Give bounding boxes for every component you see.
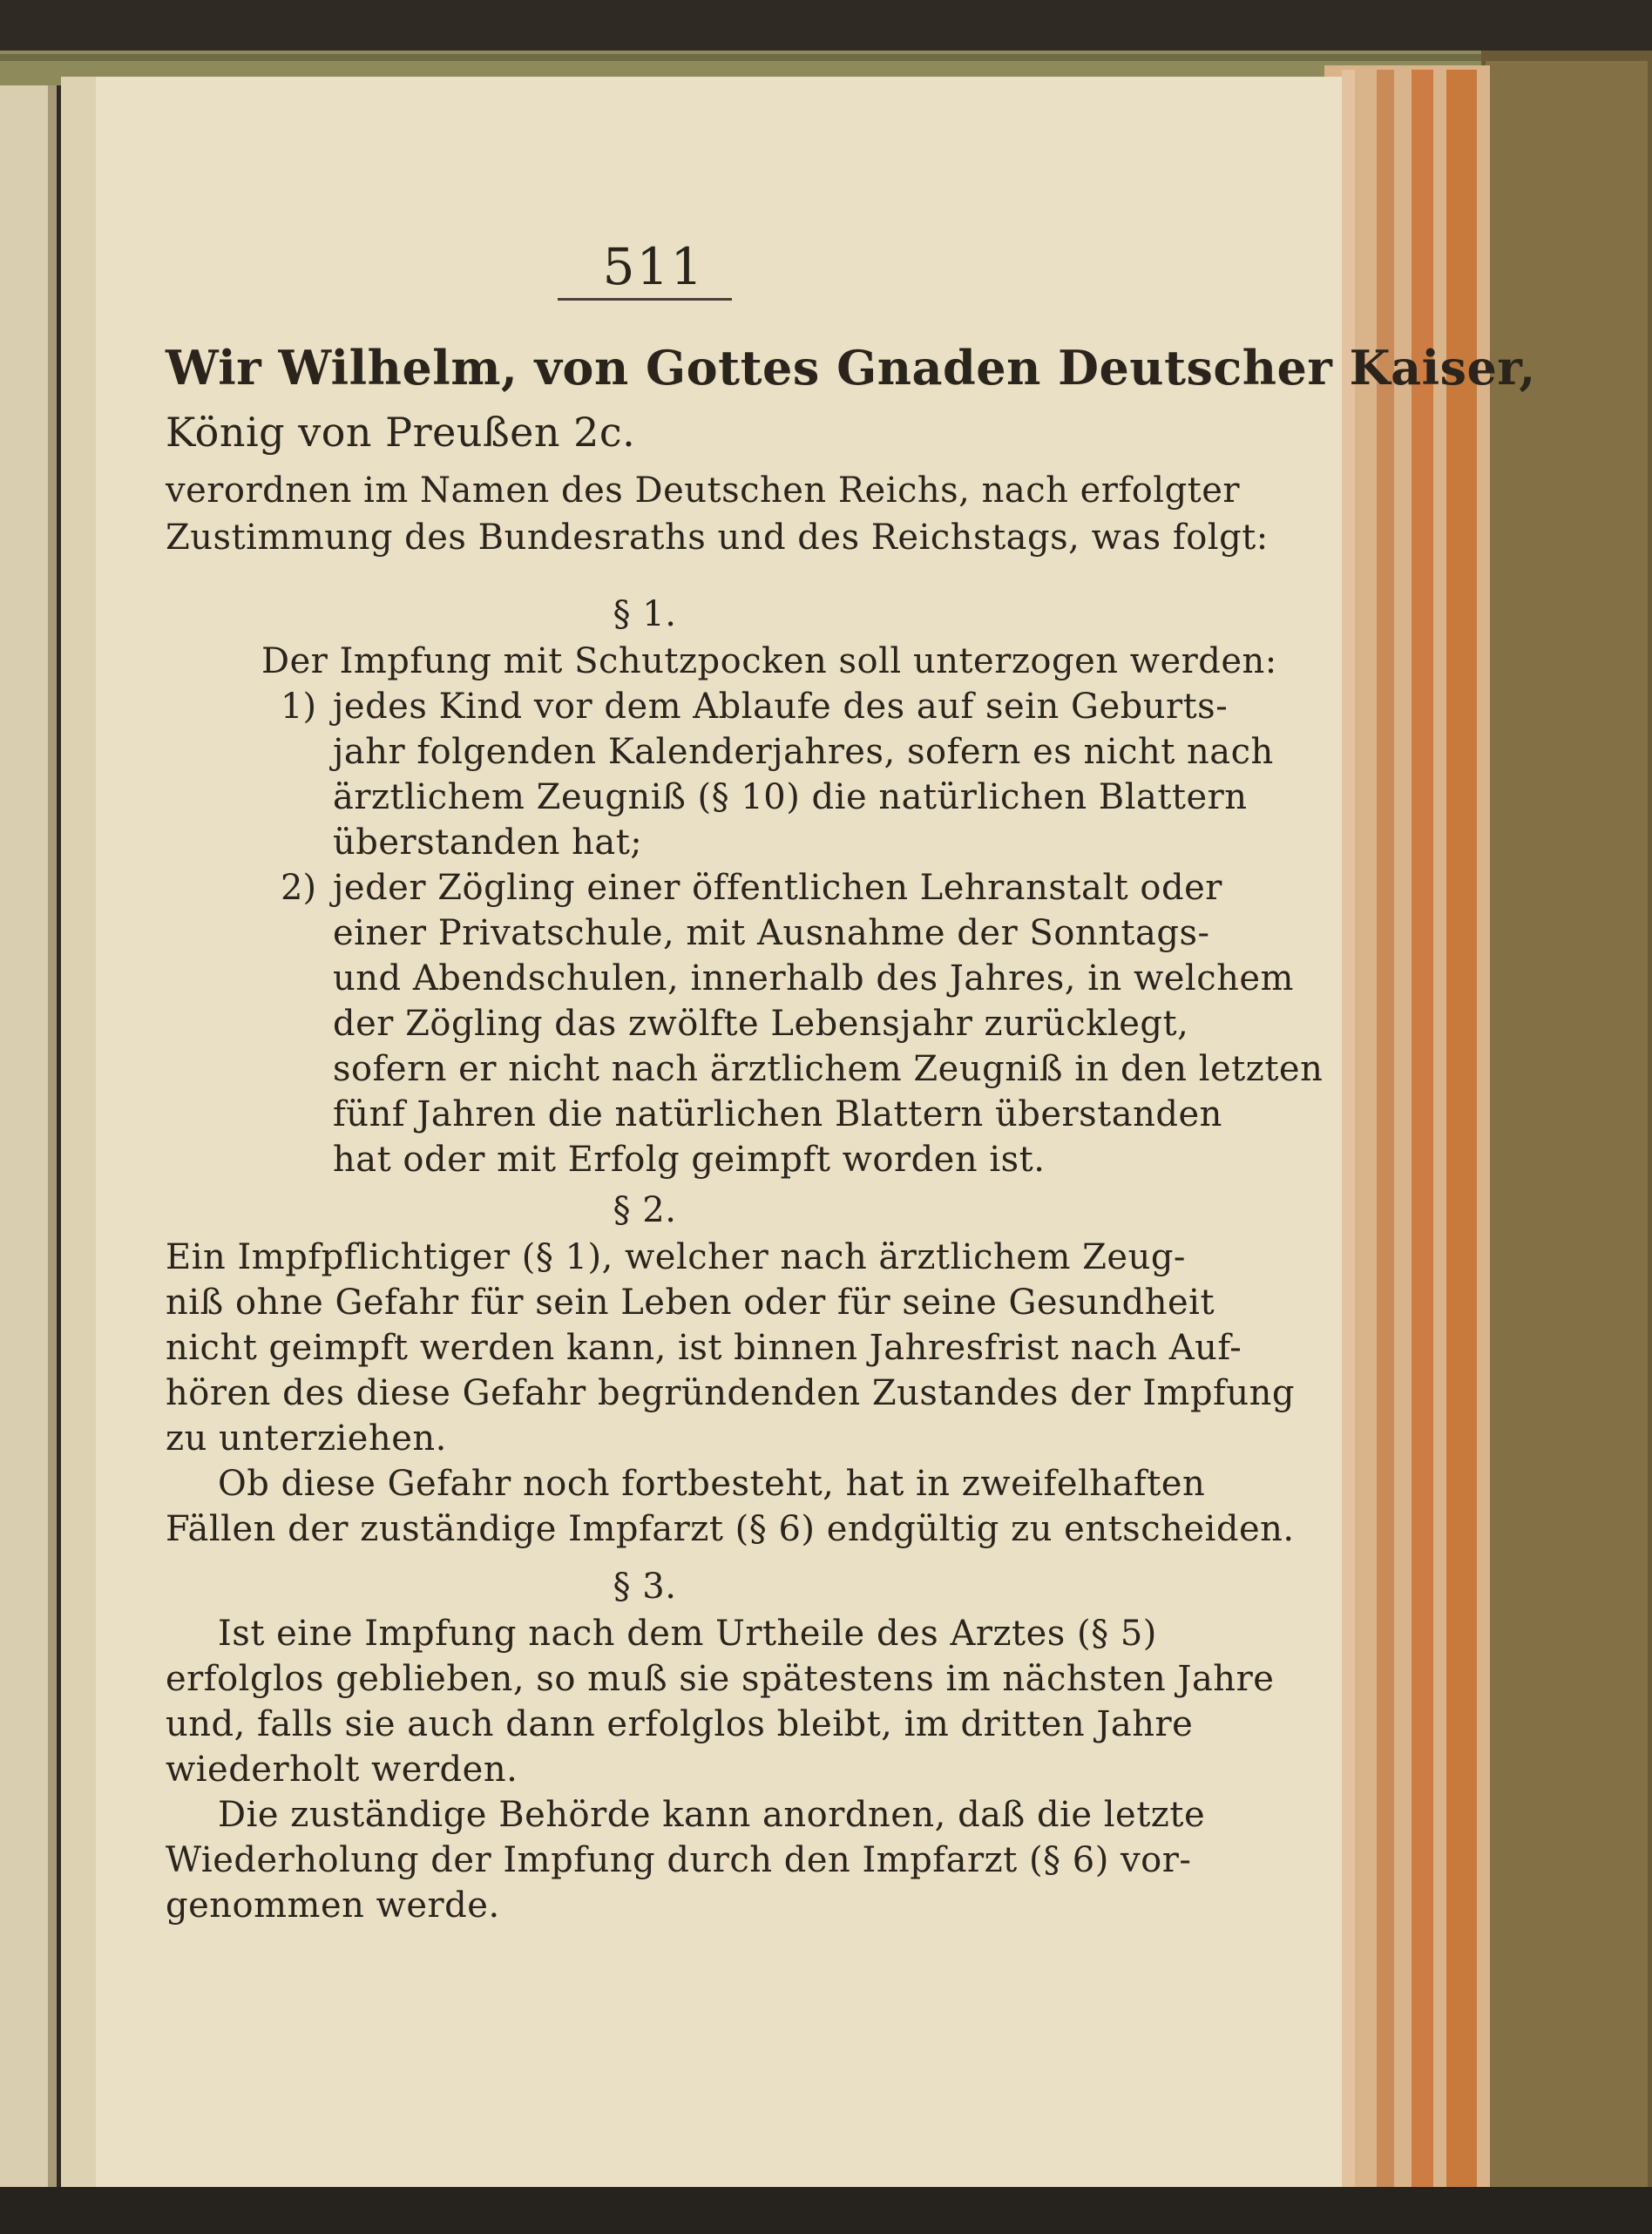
section-2-para-1-line-4: hören des diese Gefahr begründenden Zustandes der Impfung: [166, 1373, 1295, 1413]
item-2-line-7: hat oder mit Erfolg geimpft worden ist.: [333, 1140, 1046, 1180]
intro-line-1: verordnen im Namen des Deutschen Reichs, nach erfolgter: [166, 470, 1241, 511]
item-2-line-5: sofern er nicht nach ärztlichem Zeugniß in den letzten: [333, 1049, 1324, 1089]
item-1-number: 1): [281, 687, 317, 727]
intro-line-2: Zustimmung des Bundesraths und des Reichstags, was folgt:: [166, 518, 1269, 558]
item-1-line-2: jahr folgenden Kalenderjahres, sofern es nicht nach: [333, 732, 1274, 772]
section-3-heading: § 3.: [613, 1567, 677, 1607]
headline-line-1: Wir Wilhelm, von Gottes Gnaden Deutscher Kaiser,: [166, 340, 1536, 396]
section-3-para-1-line-4: wiederholt werden.: [166, 1750, 518, 1790]
section-2-para-1-line-1: Ein Impfpflichtiger (§ 1), welcher nach ärztlichem Zeug-: [166, 1237, 1186, 1277]
item-2-number: 2): [281, 868, 317, 908]
left-page: [0, 61, 54, 2187]
section-3-para-1-line-1: Ist eine Impfung nach dem Urtheile des Arztes (§ 5): [218, 1614, 1157, 1654]
section-3-para-1-line-3: und, falls sie auch dann erfolglos bleibt, im dritten Jahre: [166, 1704, 1194, 1744]
item-1-line-4: überstanden hat;: [333, 823, 643, 863]
item-2-line-4: der Zögling das zwölfte Lebensjahr zurücklegt,: [333, 1004, 1189, 1044]
section-3-para-2-line-3: genommen werde.: [166, 1885, 500, 1926]
page-number-rule: [558, 298, 732, 301]
section-3-para-2-line-2: Wiederholung der Impfung durch den Impfarzt (§ 6) vor-: [166, 1840, 1192, 1880]
section-3-para-1-line-2: erfolglos geblieben, so muß sie spätestens im nächsten Jahre: [166, 1659, 1275, 1699]
item-2-line-2: einer Privatschule, mit Ausnahme der Sonntags-: [333, 913, 1210, 953]
section-1-lead: Der Impfung mit Schutzpocken soll unterzogen werden:: [261, 641, 1277, 681]
item-2-line-6: fünf Jahren die natürlichen Blattern überstanden: [333, 1094, 1222, 1134]
headline-line-2: König von Preußen 2c.: [166, 409, 636, 456]
section-3-para-2-line-1: Die zuständige Behörde kann anordnen, daß die letzte: [218, 1795, 1206, 1835]
section-1-heading: § 1.: [613, 594, 677, 634]
section-2-heading: § 2.: [613, 1190, 677, 1230]
section-2-para-1-line-3: nicht geimpft werden kann, ist binnen Jahresfrist nach Auf-: [166, 1328, 1242, 1368]
section-2-para-2-line-1: Ob diese Gefahr noch fortbesteht, hat in zweifelhaften: [218, 1464, 1206, 1504]
section-2-para-1-line-2: niß ohne Gefahr für sein Leben oder für seine Gesundheit: [166, 1283, 1215, 1323]
item-1-line-3: ärztlichem Zeugniß (§ 10) die natürlichen Blattern: [333, 777, 1248, 817]
item-2-line-1: jeder Zögling einer öffentlichen Lehranstalt oder: [333, 868, 1222, 908]
item-1-line-1: jedes Kind vor dem Ablaufe des auf sein Geburts-: [333, 687, 1229, 727]
section-2-para-1-line-5: zu unterziehen.: [166, 1418, 447, 1459]
page-number: 511: [602, 237, 705, 296]
section-2-para-2-line-2: Fällen der zuständige Impfarzt (§ 6) endgültig zu entscheiden.: [166, 1509, 1295, 1549]
item-2-line-3: und Abendschulen, innerhalb des Jahres, in welchem: [333, 958, 1294, 999]
